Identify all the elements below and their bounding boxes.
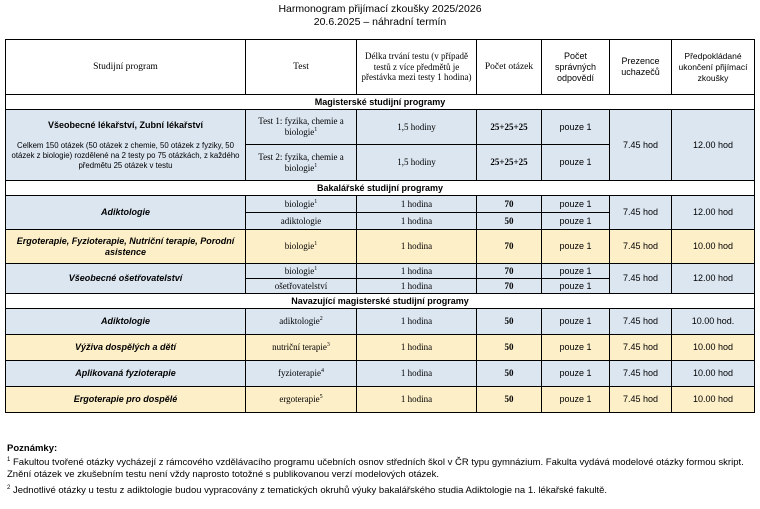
section-bachelor: Bakalářské studijní programy — [6, 181, 755, 196]
section-row — [6, 181, 755, 196]
duration-cell: 1 hodina — [357, 387, 477, 413]
test-cell: biologie$^1$ — [246, 196, 357, 213]
program-note: Celkem 150 otázek (50 otázek z chemie, 50 otázek z fyziky, 50 otázek z biologie) rozdělené na 2 testy po 75 otázkách, z každého předmětu 25 otázek v testu — [11, 141, 240, 170]
section-follow: Navazující magisterské studijní programy — [6, 294, 755, 309]
presence-cell: 7.45 hod — [610, 387, 672, 413]
end-cell: 10.00 hod — [672, 387, 755, 413]
duration-cell: 1 hodina — [357, 230, 477, 264]
section-row — [6, 294, 755, 309]
duration-cell: 1 hodina — [357, 213, 477, 230]
table-row — [6, 230, 755, 264]
test-cell: nutriční terapie$^3$ — [246, 335, 357, 361]
schedule-table — [5, 39, 755, 413]
program-name: Ergoterapie pro dospělé — [6, 387, 246, 413]
test-cell: fyzioterapie$^4$ — [246, 361, 357, 387]
header-end: Předpokládané ukončení přijímací zkoušky — [672, 40, 755, 95]
document-title: Harmonogram přijímací zkoušky 2025/2026 — [278, 3, 482, 15]
presence-cell: 7.45 hod — [610, 230, 672, 264]
table-row — [6, 309, 755, 335]
correct-cell: pouze 1 — [542, 230, 610, 264]
document-subtitle: 20.6.2025 – náhradní termín — [313, 16, 447, 28]
correct-cell: pouze 1 — [542, 309, 610, 335]
header-correct: Počet správných odpovědí — [542, 40, 610, 95]
duration-cell: 1 hodina — [357, 264, 477, 279]
header-presence: Prezence uchazečů — [610, 40, 672, 95]
table-row — [6, 361, 755, 387]
presence-cell: 7.45 hod — [610, 309, 672, 335]
header-count: Počet otázek — [477, 40, 542, 95]
duration-cell: 1,5 hodiny — [357, 145, 477, 181]
presence-cell: 7.45 hod — [610, 361, 672, 387]
count-cell: 50 — [477, 361, 542, 387]
count-cell: 25+25+25 — [477, 145, 542, 181]
header-program: Studijní program — [6, 40, 246, 95]
end-cell: 12.00 hod — [672, 110, 755, 181]
presence-cell: 7.45 hod — [610, 196, 672, 230]
end-cell: 10.00 hod — [672, 361, 755, 387]
duration-cell: 1 hodina — [357, 279, 477, 294]
test-cell: Test 1: fyzika, chemie a biologie$^1$ — [246, 110, 357, 145]
program-name: Adiktologie — [6, 196, 246, 230]
end-cell: 12.00 hod — [672, 196, 755, 230]
note-2: $^2$ Jednotlivé otázky u testu z adiktologie budou vypracovány z tematických okruhů výuky bakalářského studia Adiktologie na 1. lékařské fakultě. — [7, 485, 608, 496]
program-name: Všeobecné ošetřovatelství — [6, 264, 246, 294]
test-cell: biologie$^1$ — [246, 230, 357, 264]
count-cell: 70 — [477, 264, 542, 279]
header-test: Test — [246, 40, 357, 95]
presence-cell: 7.45 hod — [610, 110, 672, 181]
table-row — [6, 196, 755, 213]
end-cell: 10.00 hod — [672, 230, 755, 264]
test-cell: Test 2: fyzika, chemie a biologie$^1$ — [246, 145, 357, 181]
note-1: $^1$ Fakultou tvořené otázky vycházejí z rámcového vzdělávacího programu učebních osnov středních škol v ČR typu gymnázium. Fakulta vydává modelové otázky formou skript. Znění otázek ve zkušebním testu není vždy naprosto totožné s publikovanou verzí modelových otázek. — [7, 457, 744, 480]
correct-cell: pouze 1 — [542, 361, 610, 387]
test-cell: biologie$^1$ — [246, 264, 357, 279]
test-cell: adiktologie$^2$ — [246, 309, 357, 335]
program-name: Výživa dospělých a dětí — [6, 335, 246, 361]
end-cell: 12.00 hod — [672, 264, 755, 294]
table-row — [6, 110, 755, 145]
table-row — [6, 264, 755, 279]
count-cell: 25+25+25 — [477, 110, 542, 145]
notes-heading: Poznámky: — [7, 443, 58, 454]
program-name: Všeobecné lékařství, Zubní lékařství — [47, 120, 204, 130]
program-name: Adiktologie — [6, 309, 246, 335]
correct-cell: pouze 1 — [542, 279, 610, 294]
duration-cell: 1 hodina — [357, 196, 477, 213]
correct-cell: pouze 1 — [542, 213, 610, 230]
notes-section — [7, 443, 755, 497]
table-row — [6, 335, 755, 361]
count-cell: 70 — [477, 196, 542, 213]
end-cell: 10.00 hod — [672, 335, 755, 361]
program-name: Ergoterapie, Fyzioterapie, Nutriční terapie, Porodní asistence — [6, 230, 246, 264]
end-cell: 10.00 hod. — [672, 309, 755, 335]
correct-cell: pouze 1 — [542, 196, 610, 213]
test-cell: ergoterapie$^5$ — [246, 387, 357, 413]
correct-cell: pouze 1 — [542, 110, 610, 145]
program-name: Aplikovaná fyzioterapie — [6, 361, 246, 387]
duration-cell: 1 hodina — [357, 335, 477, 361]
correct-cell: pouze 1 — [542, 264, 610, 279]
count-cell: 70 — [477, 230, 542, 264]
program-cell — [6, 110, 246, 181]
presence-cell: 7.45 hod — [610, 335, 672, 361]
header-row — [6, 40, 755, 95]
presence-cell: 7.45 hod — [610, 264, 672, 294]
count-cell: 50 — [477, 335, 542, 361]
section-row — [6, 95, 755, 110]
correct-cell: pouze 1 — [542, 335, 610, 361]
correct-cell: pouze 1 — [542, 145, 610, 181]
duration-cell: 1,5 hodiny — [357, 110, 477, 145]
count-cell: 50 — [477, 387, 542, 413]
duration-cell: 1 hodina — [357, 361, 477, 387]
section-magister: Magisterské studijní programy — [6, 95, 755, 110]
table-row — [6, 387, 755, 413]
correct-cell: pouze 1 — [542, 387, 610, 413]
count-cell: 50 — [477, 213, 542, 230]
test-cell: ošetřovatelství — [246, 279, 357, 294]
header-duration: Délka trvání testu (v případě testů z více předmětů je přestávka mezi testy 1 hodina) — [357, 40, 477, 95]
count-cell: 70 — [477, 279, 542, 294]
test-cell: adiktologie — [246, 213, 357, 230]
count-cell: 50 — [477, 309, 542, 335]
duration-cell: 1 hodina — [357, 309, 477, 335]
